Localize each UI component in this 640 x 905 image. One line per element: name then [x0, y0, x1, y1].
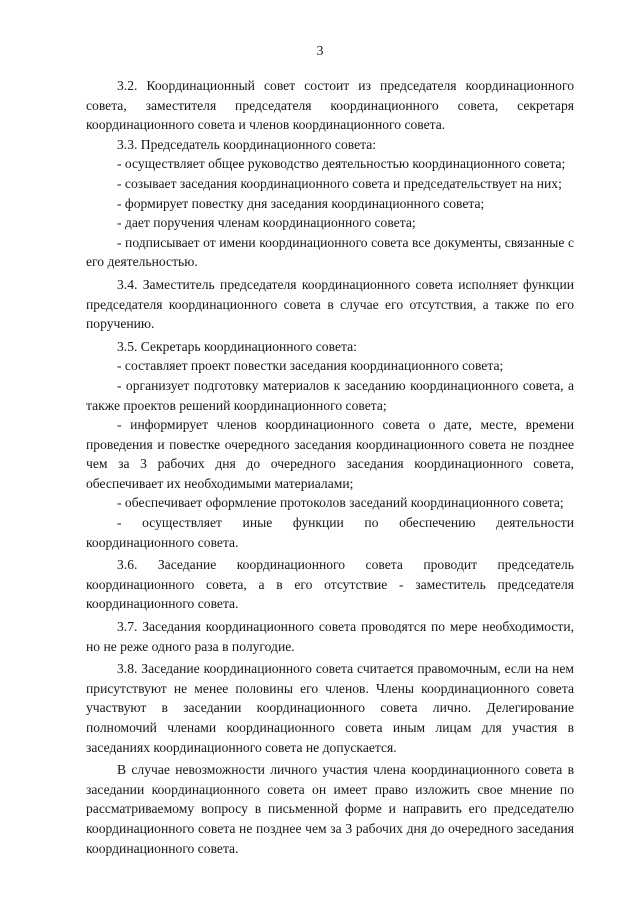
paragraph-3-2: 3.2. Координационный совет состоит из председателя координационного совета, заместителя председателя координационного совета, секретаря координационного совета и членов координационного совета.	[86, 78, 574, 133]
list-item: - подписывает от имени координационного совета все документы, связанные с его деятельностью.	[86, 234, 574, 270]
list-item: - осуществляет иные функции по обеспечению деятельности координационного совета.	[86, 515, 574, 550]
document-body	[86, 76, 574, 858]
list-item: - осуществляет общее руководство деятельностью координационного совета;	[117, 156, 566, 172]
list-item: - информирует членов координационного совета о дате, месте, времени проведения и повестке очередного заседания координационного совета не позднее чем за 3 рабочих дня до очередного заседания координационного совета, обеспечивает их необходимыми материалами;	[86, 417, 574, 491]
paragraph-3-8: 3.8. Заседание координационного совета считается правомочным, если на нем присутствуют не менее половины его членов. Члены координационного совета участвуют в заседании координационного совета лично. Делегирование полномочий членами координационного совета иным лицам для участия в заседаниях координационного совета не допускается.	[86, 661, 574, 755]
list-item: - обеспечивает оформление протоколов заседаний координационного совета;	[117, 495, 564, 511]
page-number: 3	[316, 44, 324, 59]
paragraph-3-7: 3.7. Заседания координационного совета проводятся по мере необходимости, но не реже одного раза в полугодие.	[86, 619, 574, 654]
paragraph-3-3-heading: 3.3. Председатель координационного совета:	[117, 136, 377, 152]
list-item: - созывает заседания координационного совета и председательствует на них;	[117, 175, 562, 191]
paragraph-3-4: 3.4. Заместитель председателя координационного совета исполняет функции председателя координационного совета в случае его отсутствия, а также по его поручению.	[86, 276, 574, 332]
list-item: - дает поручения членам координационного совета;	[117, 215, 416, 231]
paragraph-3-6: 3.6. Заседание координационного совета проводит председатель координационного совета, а в его отсутствие - заместитель председателя координационного совета.	[86, 557, 574, 612]
list-item: - составляет проект повестки заседания координационного совета;	[117, 358, 504, 374]
paragraph-3-5-heading: 3.5. Секретарь координационного совета:	[117, 338, 357, 354]
paragraph-absence-clause: В случае невозможности личного участия члена координационного совета в заседании координационного совета он имеет право изложить свое мнение по рассматриваемому вопросу в письменной форме и направить его председателю координационного совета не позднее чем за 3 рабочих дня до очередного заседания координационного совета.	[86, 762, 574, 856]
list-item: - формирует повестку дня заседания координационного совета;	[117, 195, 485, 211]
list-item: - организует подготовку материалов к заседанию координационного совета, а также проектов решений координационного совета;	[86, 377, 574, 413]
